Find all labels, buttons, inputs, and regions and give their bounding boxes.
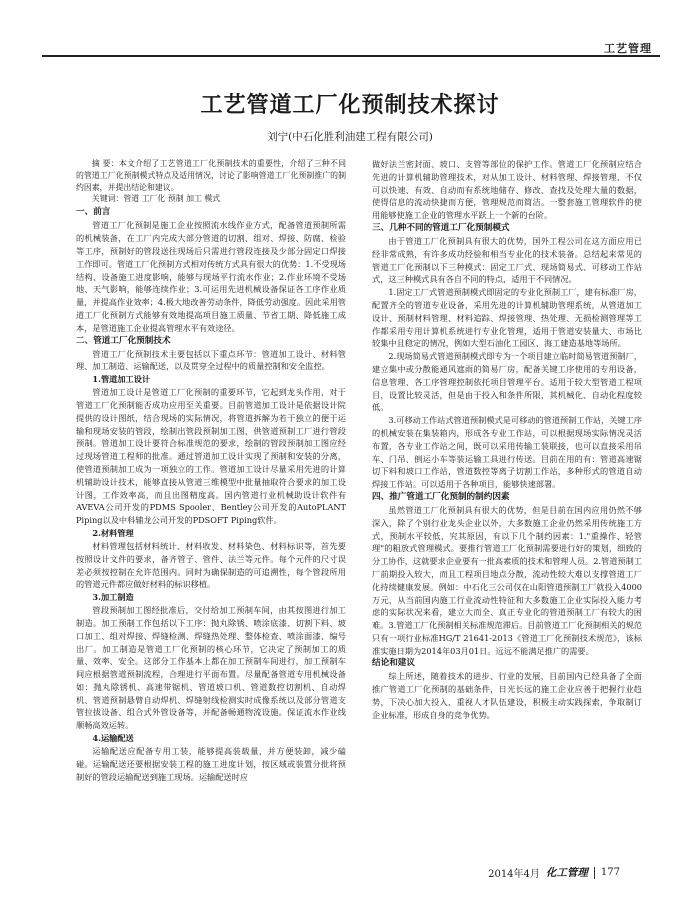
section-heading: 四、推广管道工厂化预制的制约因素 <box>372 491 510 502</box>
page-number: 177 <box>600 867 620 878</box>
section-heading: 三、几种不同的管道工厂化预制模式 <box>372 222 510 233</box>
body-paragraph: 材料管理包括材料统计、材料收发、材料染色、材料标识等，首先要按照设计文件的要求，备齐管子、管件、法兰等元件。每个元件的尺寸误差必须按控制在允许范围内。同时为确保制造的可追溯性，每个管段所用的管道元件都应做好材料的标识移植。 <box>76 540 346 590</box>
subsection-heading: 4.运输配送 <box>92 733 134 744</box>
section-heading: 二、管道工厂化预制技术 <box>76 335 171 346</box>
header-band <box>0 0 700 58</box>
page-footer <box>488 865 620 880</box>
body-paragraph: 管道工厂化预制技术主要包括以下重点环节：管道加工设计、材料管理、加工制造、运输配送，以及贯穿全过程中的质量控制和安全监控。 <box>76 348 346 372</box>
body-paragraph: 由于管道工厂化预制具有很大的优势，国外工程公司在这方面应用已经非常成熟，有许多成功经验和相当专业化的技术装备。总结起来常见的管道工厂化预制以下三种模式：固定工厂式、现场简易式、可移动工作站式，这三种模式具有各自不同的特点，适用于不同情况。 <box>372 235 642 285</box>
body-paragraph: 1.固定工厂式管道预制模式即固定的专业化预制工厂，建有标准厂房，配置齐全的管道专业设备，采用先进的计算机辅助管理系统，从管道加工设计、预制材料管理、材料追踪、焊接管理、热处理、无损检测管理等工作都采用专用计算机系统进行专业化管理，适用于管道安装量大、市场比较集中且稳定的情况，例如大型石油化工园区、海工建造基地等场所。 <box>372 287 642 349</box>
body-paragraph: 综上所述，随着技术的进步、行业的发展，目前国内已经具备了全面推广管道工厂化预制的基础条件，日光长远的施工企业应善于把握行业趋势，下决心加大投入，重视人才队伍建设，积极主动实践探索，争取制订企业标准，形成自身的竞争优势。 <box>372 671 642 720</box>
keywords: 关键词：管道 工厂化 预制 加工 模式 <box>91 194 221 204</box>
subsection-heading: 3.加工制造 <box>92 592 134 603</box>
body-paragraph: 3.可移动工作站式管道预制模式是可移动的管道预制工作站，关键工序的机械安装在集装箱内，形成各专业工作站，可以根据现场实际情况灵活布置，各专业工作站之间，既可以采用传输工装联接，也可以直接采用吊车、门吊、倒运小车等装运输工具进行传送。目前在用的有：管道高速锯切下料和坡口工作站，管道数控等离子切割工作站，多种形式的管道自动焊接工作站。可以适用于各种项目，能够快速部署。 <box>372 415 642 490</box>
body-paragraph: 虽然管道工厂化预制具有很大的优势，但是目前在国内应用仍然不够深入，除了个别行业龙头企业以外，大多数施工企业仍然采用传统施工方式，预制水平较低，究其原因，有以下几个制约因素：1."重操作、轻管理"的粗放式管理模式。要推行管道工厂化预制需要进行好的策划，细致的分工协作，这就要求企业要有一批高素质的技术和管理人员。2.管道预制工厂前期投入较大，而且工程项目地点分散，流动性较大难以支撑管道工厂化持续健康发展。例如：中石化三公司仅在山阳管道预制工厂就投入4000万元，从当前国内施工行业流动性特征和大多数施工企业实际投入能力考虑的实际状况来看，建立大而全、真正专业化的管道预制工厂有较大的困难。3.管道工厂化预制相关标准规范滞后。目前管道工厂化预制相关的规范只有一项行业标准HG/T 21641-2013《管道工厂化预制技术规范》，该标准实施日期为2014年03月01日。远远不能满足推广的需要。 <box>372 504 642 656</box>
body-paragraph: 运输配送应配备专用工装，能够提高装载量，并方便装卸，减少磕碰。运输配送还要根据安装工程的施工进度计划，按区域或装置分批将预制好的管段运输配送到施工现场。运输配送时应 <box>76 746 346 782</box>
subsection-heading: 2.材料管理 <box>92 527 134 538</box>
article-author: 刘宁(中石化胜利油建工程有限公司) <box>267 131 433 143</box>
subsection-heading: 1.管道加工设计 <box>92 374 151 385</box>
magazine-name: 化工管理 <box>545 867 588 879</box>
body-paragraph: 做好法兰密封面、坡口、支管等部位的保护工作。管道工厂化预制应结合先进的计算机辅助管理技术，对从加工设计、材料管理、焊接管理、不仅可以快速、有效、自动而有系统地储存、修改、查找及处理大量的数据，使得信息的流动快捷而方便，管理规范而简洁。一整套施工管理软件的使用能够使施工企业的管理水平跃上一个新的台阶。 <box>372 159 642 221</box>
section-heading: 结论和建议 <box>372 658 415 669</box>
article-title: 工艺管道工厂化预制技术探讨 <box>200 93 500 118</box>
section-heading: 一、前言 <box>76 207 111 218</box>
section-tag: 工艺管理 <box>604 42 652 55</box>
header-rule <box>42 55 660 57</box>
footer-date: 2014年4月 <box>488 869 540 880</box>
right-column <box>372 158 642 722</box>
body-paragraph: 管段预制加工图经批准后，交付给加工预制车间，由其按图进行加工制造。加工预制工作包括以下工序：抛丸除锈、喷涂底漆、切割下料、坡口加工、组对焊接、焊缝检测、焊缝热处理、整体检查、喷涂面漆、编号出厂。加工制造是管道工厂化预制的核心环节，它决定了预制加工的质量、效率、安全。这部分工作基本上都在加工预制车间进行，加工预制车间应根据管道预制流程，合理进行平面布置。尽量配备管道专用机械设备如：抛丸除锈机、高速带锯机、管道坡口机、管道数控切割机、自动焊机、管道预制悬臂自动焊机、焊缝射线检测实时成像系统以及部分管道支管拉拔设备、组合式外管设备等，并配备畅通物流设施。保证流水作业线顺畅高效运转。 <box>76 605 346 731</box>
body-paragraph: 管道加工设计是管道工厂化预制的重要环节，它起到龙头作用，对于管道工厂化预制能否成功应用至关重要。目前管道加工设计是依据设计院提供的设计图纸，结合现场的实际情况，将管道拆解为若干独立的便于运输和现场安装的管段，绘制出管段预制加工图，供管道预制工厂进行管段预制。管道加工设计要符合标准规范的要求，绘制的管段预制加工图应经过现场管道工程师的批准。通过管道加工设计实现了预制和安装的分离，使管道预制加工成为一项独立的工作。管道加工设计尽量采用先进的计算机辅助设计技术，能够直接从管道三维模型中批量抽取符合要求的加工设计图，工作效率高，而且出图精度高。国内管道行业机械助设计软件有AVEVA公司开发的PDMS Spooler、Bentley公司开发的AutoPLANT Piping以及中科辅龙公司开发的PDSOFT Piping软件。 <box>76 387 346 526</box>
body-paragraph: 2.现场简易式管道预制模式即专为一个项目建立临时简易管道预制厂，建立集中或分散能通风遮雨的简易厂房，配备关键工序使用的专用设备，信息管理、各工序管理控制依托项目管理平台。适用于较大型管道工程项目，设置比较灵活，但是由于投入和条件所限，其机械化、自动化程度较低。 <box>372 351 642 413</box>
body-paragraph: 管道工厂化预制是施工企业按照流水线作业方式，配备管道预制所需的机械装备，在工厂内完成大部分管道的切割、组对、焊接、防腐、检验等工序，预制好的管段送往现场后只需进行管段连接及少部分固定口焊接工作即可。管道工厂化预制方式相对传统方式具有很大的优势：1.不受现场结构、设备施工进度影响，能够与现场平行流水作业；2.作业环境不受场地、天气影响，能够连续作业；3.可运用先进机械设备保证各工序作业质量，并提高作业效率；4.极大地改善劳动条件，降低劳动强度。因此采用管道工厂化预制方式能够有效地提高项目施工质量、节省工期、降低施工成本，是管道施工企业提高管理水平有效途径。 <box>76 220 346 333</box>
footer-divider <box>594 867 595 879</box>
left-column <box>76 158 346 783</box>
abstract: 摘 要：本文介绍了工艺管道工厂化预制技术的重要性，介绍了三种不同的管道工厂化预制模式特点及适用情况，讨论了影响管道工厂化预制推广的制约因素，并提出结论和建议。 <box>76 159 346 192</box>
